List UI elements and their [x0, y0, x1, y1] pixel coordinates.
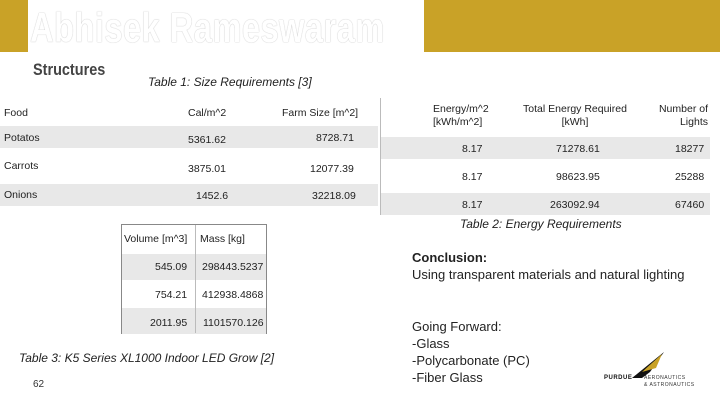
table1-cell: 1452.6 [196, 190, 229, 202]
table1-cell: 12077.39 [310, 163, 354, 175]
slide-subtitle: Structures [33, 60, 106, 79]
table2-cell: 67460 [675, 199, 705, 211]
going-forward-item: -Glass [412, 336, 450, 351]
table2-cell: 98623.95 [556, 171, 600, 183]
table2-border [380, 98, 381, 215]
page-number: 62 [33, 379, 45, 390]
table3-cell: 298443.5237 [202, 261, 264, 273]
table3-caption: Table 3: K5 Series XL1000 Indoor LED Grow [2] [19, 351, 275, 365]
table1-cell: Carrots [4, 160, 39, 172]
table1-cell: 8728.71 [316, 132, 354, 144]
gold-accent-left [0, 0, 28, 52]
logo-line1: AERONAUTICS [644, 375, 686, 381]
table2-cell: 263092.94 [550, 199, 600, 211]
table2-row-shade [380, 137, 710, 159]
table1-caption: Table 1: Size Requirements [3] [148, 75, 312, 89]
table2-cell: 18277 [675, 143, 705, 155]
table3-cell: 545.09 [155, 261, 188, 273]
table3-cell: 2011.95 [150, 317, 188, 329]
table3-cell: 412938.4868 [202, 289, 264, 301]
gold-accent-right [424, 0, 720, 52]
table2-cell: 25288 [675, 171, 705, 183]
purdue-logo [602, 350, 714, 390]
table1-header-farm-size: Farm Size [m^2] [282, 107, 359, 119]
table2-caption: Table 2: Energy Requirements [460, 217, 622, 231]
going-forward-section [412, 318, 530, 386]
table2-header-energy: Energy/m^2 [kWh/m^2] [433, 103, 489, 128]
conclusion-text: Using transparent materials and natural lighting [412, 267, 685, 282]
logo-name: PURDUE [604, 375, 633, 381]
table1-cell: Potatos [4, 132, 40, 144]
table2-header-lights: Number of Lights [658, 103, 708, 128]
table1-cell: 5361.62 [188, 134, 226, 146]
table2-cell: 8.17 [462, 199, 483, 211]
table3-header-mass: Mass [kg] [200, 233, 245, 245]
conclusion-title: Conclusion: [412, 250, 488, 265]
table2-cell: 8.17 [462, 171, 483, 183]
going-forward-item: -Polycarbonate (PC) [412, 353, 530, 368]
table2-header-total: Total Energy Required [kWh] [523, 103, 627, 128]
table1-header-cal: Cal/m^2 [188, 107, 227, 119]
table3-cell: 754.21 [155, 289, 188, 301]
table3-divider [195, 225, 196, 333]
logo-line2: & ASTRONAUTICS [644, 382, 695, 388]
table1-cell: 3875.01 [188, 163, 226, 175]
table1-cell: 32218.09 [312, 190, 356, 202]
table1-cell: Onions [4, 189, 38, 201]
table3-header-volume: Volume [m^3] [124, 233, 188, 245]
table2-cell: 8.17 [462, 143, 483, 155]
table2-cell: 71278.61 [556, 143, 600, 155]
going-forward-title: Going Forward: [412, 319, 502, 334]
going-forward-item: -Fiber Glass [412, 370, 483, 385]
table1-header-food: Food [4, 107, 28, 119]
table3-cell: 1101570.126 [203, 317, 264, 329]
table2-row-shade [380, 193, 710, 215]
slide-title: Abhisek Rameswaram [30, 4, 385, 51]
